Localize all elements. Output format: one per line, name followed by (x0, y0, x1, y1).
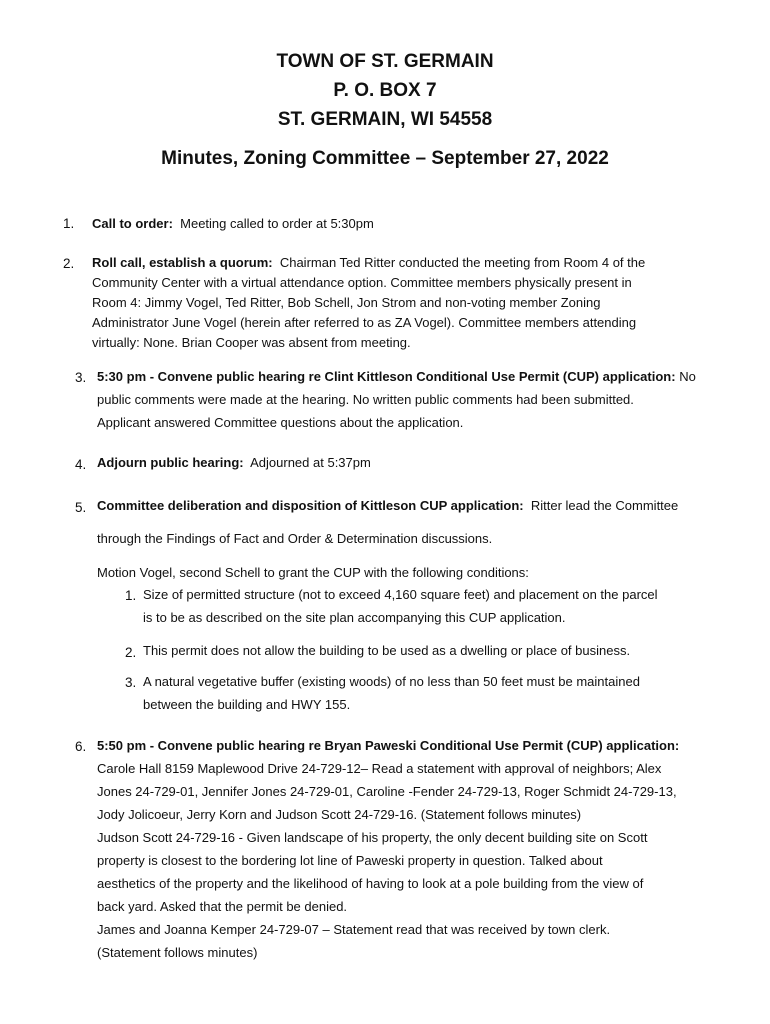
item-1-text: Meeting called to order at 5:30pm (180, 216, 374, 231)
item-3-line: Applicant answered Committee questions about the application. (97, 415, 464, 430)
item-4-text: Adjourned at 5:37pm (250, 455, 371, 470)
item-2 (92, 253, 732, 353)
item-5 (97, 496, 737, 516)
item-6-label: 5:50 pm - Convene public hearing re Bryan Paweski Conditional Use Permit (CUP) application: (97, 738, 680, 753)
item-2-line: Chairman Ted Ritter conducted the meeting from Room 4 of the (279, 255, 646, 270)
item-6-line: aesthetics of the property and the likelihood of having to look at a pole building from the view of (97, 876, 644, 891)
condition-3-line: A natural vegetative buffer (existing woods) of no less than 50 feet must be maintained (143, 674, 640, 689)
item-1-number: 1. (63, 216, 75, 231)
condition-3-number: 3. (125, 675, 137, 690)
header-town-name: TOWN OF ST. GERMAIN (276, 51, 494, 72)
item-3 (97, 365, 737, 434)
page-title: Minutes, Zoning Committee – September 27, 2022 (161, 148, 609, 169)
item-2-line: virtually: None. Brian Cooper was absent from meeting. (92, 335, 411, 350)
item-4-number: 4. (75, 457, 87, 472)
item-6-line: back yard. Asked that the permit be denied. (97, 899, 348, 914)
item-4-label: Adjourn public hearing: (97, 455, 244, 470)
item-2-number: 2. (63, 256, 75, 271)
condition-2: This permit does not allow the building to be used as a dwelling or place of business. (143, 643, 631, 658)
item-2-line: Room 4: Jimmy Vogel, Ted Ritter, Bob Schell, Jon Strom and non-voting member Zoning (92, 295, 601, 310)
item-5-motion: Motion Vogel, second Schell to grant the CUP with the following conditions: (97, 565, 529, 580)
item-6 (97, 734, 737, 964)
header-po-box: P. O. BOX 7 (333, 80, 437, 101)
item-6-line: James and Joanna Kemper 24-729-07 – Statement read that was received by town clerk. (97, 922, 611, 937)
condition-1-line: is to be as described on the site plan accompanying this CUP application. (143, 610, 566, 625)
item-6-line: Jones 24-729-01, Jennifer Jones 24-729-01, Caroline -Fender 24-729-13, Roger Schmidt 24-729-13, (97, 784, 677, 799)
item-3-number: 3. (75, 370, 87, 385)
condition-3 (143, 670, 743, 716)
condition-1-number: 1. (125, 588, 137, 603)
item-5-line: through the Findings of Fact and Order & Determination discussions. (97, 531, 493, 546)
condition-3-line: between the building and HWY 155. (143, 697, 351, 712)
item-2-line: Administrator June Vogel (herein after referred to as ZA Vogel). Committee members attending (92, 315, 637, 330)
item-6-line: Judson Scott 24-729-16 - Given landscape of his property, the only decent building site on Scott (97, 830, 648, 845)
item-5-label: Committee deliberation and disposition of Kittleson CUP application: (97, 498, 524, 513)
item-3-label: 5:30 pm - Convene public hearing re Clint Kittleson Conditional Use Permit (CUP) application: (97, 369, 676, 384)
condition-1-line: Size of permitted structure (not to exceed 4,160 square feet) and placement on the parcel (143, 587, 658, 602)
condition-2-number: 2. (125, 645, 137, 660)
item-2-label: Roll call, establish a quorum: (92, 255, 273, 270)
item-6-number: 6. (75, 739, 87, 754)
item-6-line: property is closest to the bordering lot line of Paweski property in question. Talked about (97, 853, 603, 868)
item-6-line: (Statement follows minutes) (97, 945, 258, 960)
item-3-line: public comments were made at the hearing. No written public comments had been submitted. (97, 392, 634, 407)
header-address: ST. GERMAIN, WI 54558 (277, 109, 493, 130)
item-3-line: No (679, 369, 696, 384)
item-5-number: 5. (75, 500, 87, 515)
item-6-line: Jody Jolicoeur, Jerry Korn and Judson Scott 24-729-16. (Statement follows minutes) (97, 807, 582, 822)
item-4 (97, 453, 371, 473)
item-1-label: Call to order: (92, 216, 173, 231)
item-5-line: Ritter lead the Committee (530, 498, 679, 513)
item-2-line: Community Center with a virtual attendance option. Committee members physically present in (92, 275, 632, 290)
item-6-line: Carole Hall 8159 Maplewood Drive 24-729-12– Read a statement with approval of neighbors; Alex (97, 761, 662, 776)
condition-1 (143, 583, 743, 629)
item-1 (92, 214, 374, 234)
